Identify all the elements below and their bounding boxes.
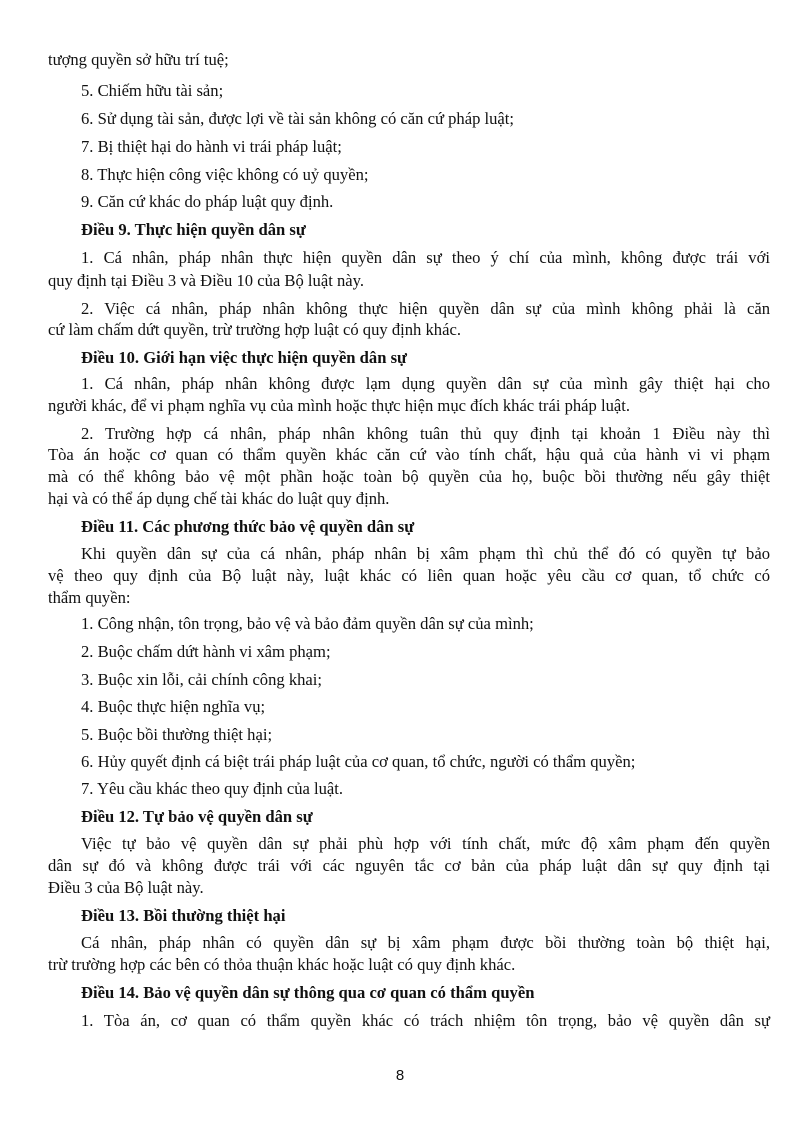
text-line: 2. Việc cá nhân, pháp nhân không thực hiện quyền dân sự của mình không phải là căn xyxy=(81,299,770,318)
text-line: thẩm quyền: xyxy=(48,588,131,607)
article-heading: Điều 12. Tự bảo vệ quyền dân sự xyxy=(81,807,313,826)
text-line: Cá nhân, pháp nhân có quyền dân sự bị xâm phạm được bồi thường toàn bộ thiệt hại, xyxy=(81,933,770,952)
text-line: dân sự đó và không được trái với các nguyên tắc cơ bản của pháp luật dân sự quy định tại xyxy=(48,856,770,875)
list-item: 2. Buộc chấm dứt hành vi xâm phạm; xyxy=(81,642,331,661)
list-item: 8. Thực hiện công việc không có uỷ quyền; xyxy=(81,165,369,184)
text-line: quy định tại Điều 3 và Điều 10 của Bộ luật này. xyxy=(48,271,364,290)
article-heading: Điều 10. Giới hạn việc thực hiện quyền dân sự xyxy=(81,348,408,367)
text-line: người khác, để vi phạm nghĩa vụ của mình hoặc thực hiện mục đích khác trái pháp luật. xyxy=(48,396,631,415)
article-heading: Điều 13. Bồi thường thiệt hại xyxy=(81,906,286,925)
text-line: 1. Cá nhân, pháp nhân không được lạm dụng quyền dân sự của mình gây thiệt hại cho xyxy=(81,374,770,393)
list-item: 7. Yêu cầu khác theo quy định của luật. xyxy=(81,779,344,798)
list-item: 9. Căn cứ khác do pháp luật quy định. xyxy=(81,192,334,211)
text-line: Việc tự bảo vệ quyền dân sự phải phù hợp với tính chất, mức độ xâm phạm đến quyền xyxy=(81,834,770,853)
text-line: hại và có thể áp dụng chế tài khác do luật quy định. xyxy=(48,489,390,508)
article-heading: Điều 9. Thực hiện quyền dân sự xyxy=(81,220,306,239)
text-line: 2. Trường hợp cá nhân, pháp nhân không tuân thủ quy định tại khoản 1 Điều này thì xyxy=(81,424,770,443)
text-line: 1. Tòa án, cơ quan có thẩm quyền khác có trách nhiệm tôn trọng, bảo vệ quyền dân sự xyxy=(81,1011,770,1030)
list-item: 7. Bị thiệt hại do hành vi trái pháp luật; xyxy=(81,137,342,156)
list-item: 5. Chiếm hữu tài sản; xyxy=(81,81,224,100)
text-line: Tòa án hoặc cơ quan có thẩm quyền khác căn cứ vào tính chất, hậu quả của hành vi vi phạm xyxy=(48,445,770,464)
article-heading: Điều 11. Các phương thức bảo vệ quyền dân sự xyxy=(81,517,415,536)
text-line: 1. Cá nhân, pháp nhân thực hiện quyền dân sự theo ý chí của mình, không được trái với xyxy=(81,248,770,267)
list-item: 6. Hủy quyết định cá biệt trái pháp luật của cơ quan, tổ chức, người có thẩm quyền; xyxy=(81,752,636,771)
list-item: 3. Buộc xin lỗi, cải chính công khai; xyxy=(81,670,323,689)
page-number: 8 xyxy=(395,1067,405,1084)
text-line: tượng quyền sở hữu trí tuệ; xyxy=(48,50,229,69)
text-line: trừ trường hợp các bên có thỏa thuận khác hoặc luật có quy định khác. xyxy=(48,955,516,974)
text-line: Khi quyền dân sự của cá nhân, pháp nhân bị xâm phạm thì chủ thể đó có quyền tự bảo xyxy=(81,544,770,563)
article-heading: Điều 14. Bảo vệ quyền dân sự thông qua cơ quan có thẩm quyền xyxy=(81,983,535,1002)
text-line: Điều 3 của Bộ luật này. xyxy=(48,878,204,897)
text-line: vệ theo quy định của Bộ luật này, luật khác có liên quan hoặc yêu cầu cơ quan, tổ chức có xyxy=(48,566,770,585)
list-item: 5. Buộc bồi thường thiệt hại; xyxy=(81,725,273,744)
text-line: mà có thể không bảo vệ một phần hoặc toàn bộ quyền của họ, buộc bồi thường nếu gây thiệt xyxy=(48,467,770,486)
list-item: 6. Sử dụng tài sản, được lợi về tài sản không có căn cứ pháp luật; xyxy=(81,109,515,128)
list-item: 1. Công nhận, tôn trọng, bảo vệ và bảo đảm quyền dân sự của mình; xyxy=(81,614,534,633)
text-line: cứ làm chấm dứt quyền, trừ trường hợp luật có quy định khác. xyxy=(48,320,461,339)
list-item: 4. Buộc thực hiện nghĩa vụ; xyxy=(81,697,266,716)
